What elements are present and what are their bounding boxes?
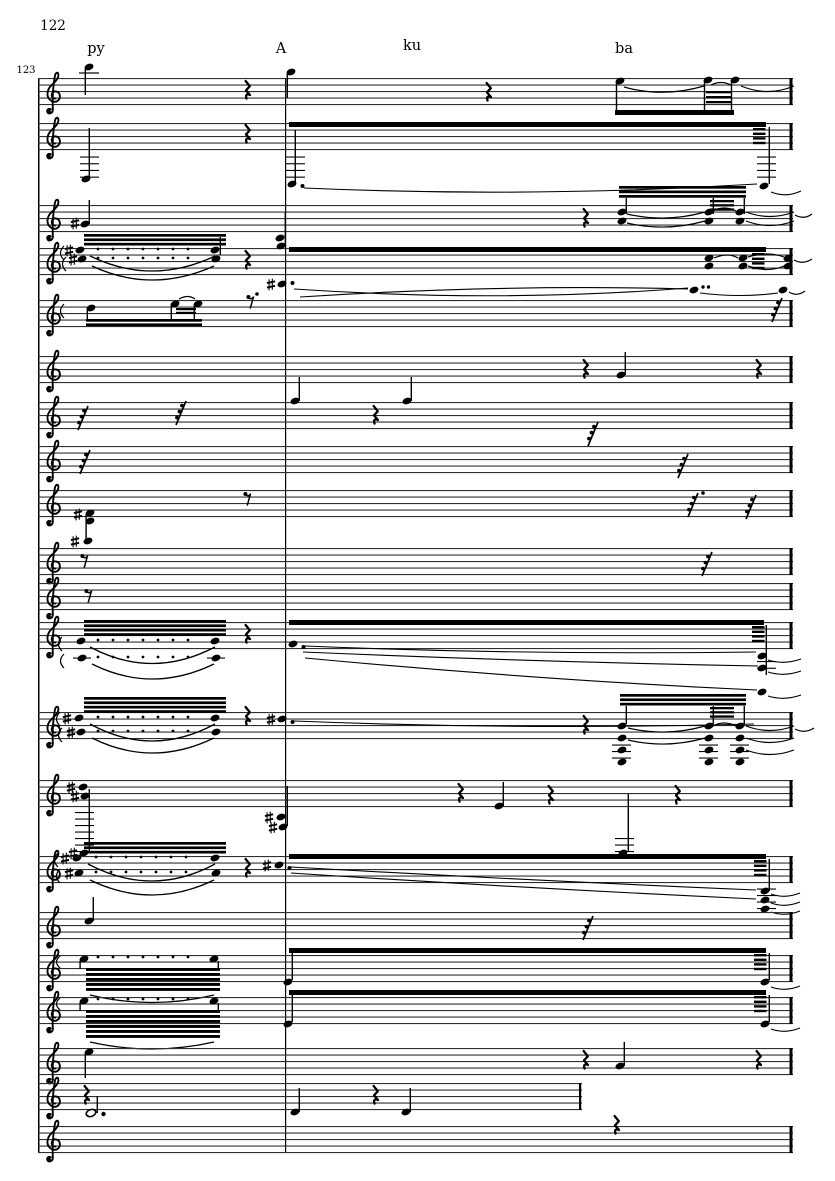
staff-20 <box>38 1078 582 1119</box>
staff-lines <box>38 548 793 575</box>
sharp-icon <box>265 812 273 824</box>
right-barline <box>790 248 793 275</box>
quarter-rest-icon <box>549 786 553 804</box>
ties <box>303 646 801 698</box>
tremolo-slash-icon <box>771 298 782 322</box>
eighth-rest-icon <box>84 589 91 603</box>
tremolo-hooks-icon <box>752 626 765 642</box>
sharp-icon <box>71 218 79 230</box>
augmentation-dot <box>255 292 259 296</box>
tie-slur <box>771 986 800 989</box>
staff-lines <box>38 583 793 610</box>
sustain-beam <box>289 122 766 127</box>
right-barline <box>790 356 793 383</box>
tremolo-figure <box>61 234 227 280</box>
notehead <box>617 745 628 754</box>
sustain-beam <box>289 620 764 625</box>
notes-and-stems <box>79 62 740 115</box>
notehead <box>288 639 299 648</box>
augmentation-dot <box>301 184 305 188</box>
unmeasured-tremolo-dots <box>97 639 190 642</box>
low-ledger-note <box>615 794 634 858</box>
notehead <box>210 713 221 722</box>
notehead <box>735 757 746 766</box>
stem <box>93 897 94 921</box>
tie-slur <box>771 1028 800 1031</box>
right-barline <box>790 78 793 105</box>
notehead <box>77 653 88 662</box>
notehead <box>210 853 221 862</box>
right-barline <box>790 446 793 473</box>
tremolo-slash-icon <box>587 422 598 446</box>
ties <box>624 83 794 93</box>
notehead <box>78 782 89 791</box>
staff-15 <box>38 842 800 914</box>
sharp-icon <box>267 279 275 291</box>
quarter-rest-icon <box>374 1086 378 1104</box>
measure-number-123: 123 <box>16 65 36 76</box>
notehead <box>83 536 94 545</box>
right-barline <box>790 856 793 883</box>
staff-lines <box>38 856 793 883</box>
staff-lines <box>38 490 793 517</box>
staff-7 <box>38 377 793 446</box>
staff-3 <box>38 186 812 241</box>
measure-number-122: 122 <box>40 18 66 34</box>
notes-and-stems <box>263 859 776 914</box>
notehead <box>735 216 746 225</box>
left-barline <box>38 78 40 1152</box>
staff-2 <box>38 118 801 195</box>
staff-lines-short <box>38 1083 582 1110</box>
notehead <box>704 261 715 270</box>
tremolo-hooks-icon <box>754 860 767 876</box>
right-barline <box>790 912 793 939</box>
staff-11 <box>38 578 793 619</box>
notehead <box>704 216 715 225</box>
staff-16 <box>38 897 793 948</box>
right-barline <box>579 1083 581 1110</box>
quarter-rest-icon <box>246 625 250 643</box>
quarter-rest-icon <box>85 1086 89 1104</box>
sustain-beam <box>289 948 766 953</box>
notehead <box>76 636 87 645</box>
page-texts <box>16 18 633 76</box>
stem <box>411 377 412 401</box>
staff-8 <box>38 441 793 482</box>
notehead <box>759 181 770 190</box>
staff-lines <box>38 356 793 383</box>
tremolo-slash-icon <box>77 406 88 430</box>
notehead <box>210 636 221 645</box>
staff-lines <box>38 1048 793 1075</box>
notehead <box>760 895 771 904</box>
quarter-rest-icon <box>246 859 250 877</box>
staff-lines <box>38 780 793 807</box>
eighth-rest-icon <box>80 554 87 568</box>
quarter-rest-icon <box>615 1116 619 1134</box>
staff-5 <box>38 285 805 335</box>
notehead <box>704 757 715 766</box>
notehead <box>778 285 789 294</box>
notehead <box>735 745 746 754</box>
notehead <box>689 285 700 294</box>
notehead <box>74 713 85 722</box>
staff-13 <box>38 694 814 767</box>
right-barline <box>790 300 793 327</box>
staff-18 <box>38 990 800 1049</box>
lyric-syllable-ku: ku <box>402 38 422 54</box>
right-barline <box>790 205 793 232</box>
quarter-rest-icon <box>246 81 250 99</box>
quarter-rest-icon <box>676 786 680 804</box>
staff-lines <box>38 300 793 327</box>
sharp-icon <box>269 822 277 834</box>
stem <box>625 352 626 375</box>
stem <box>299 377 300 401</box>
right-barline <box>790 712 793 739</box>
staff-21 <box>38 1116 793 1162</box>
right-barline <box>790 780 793 807</box>
notehead <box>75 245 86 254</box>
right-barline <box>790 1126 793 1153</box>
sustain-beam <box>289 854 766 859</box>
notehead <box>77 254 88 263</box>
right-barline <box>790 490 793 517</box>
stem <box>624 1042 625 1066</box>
notehead <box>211 254 222 263</box>
tremolo-figure <box>55 842 227 895</box>
staff-19 <box>38 1042 793 1084</box>
beam <box>615 110 734 115</box>
notehead <box>274 860 285 869</box>
lyric-syllable-a: A <box>275 41 287 57</box>
notehead <box>704 745 715 754</box>
quarter-rest-icon <box>246 125 250 143</box>
sharp-chord <box>71 508 96 547</box>
tremolo-slash-icon <box>79 450 90 474</box>
notehead <box>617 216 628 225</box>
notes-and-stems <box>267 694 749 767</box>
sharp-icon <box>71 536 79 548</box>
tremolo-slash-icon <box>745 495 756 519</box>
ties <box>627 208 812 227</box>
right-figure <box>300 285 805 322</box>
notehead <box>617 733 628 742</box>
stem <box>503 782 504 806</box>
notehead <box>738 261 749 270</box>
notehead <box>617 757 628 766</box>
notehead <box>211 653 222 662</box>
staff-lines <box>38 1126 793 1153</box>
lyric-syllable-py: py <box>87 41 105 57</box>
notehead <box>757 687 768 696</box>
right-barline <box>790 402 793 429</box>
unmeasured-tremolo-dots <box>97 257 190 260</box>
quarter-rest-icon <box>246 707 250 725</box>
notes-and-stems <box>71 186 746 229</box>
lyric-syllable-ba: ba <box>615 41 633 57</box>
sustain-beam <box>289 247 766 252</box>
staff-12 <box>38 617 801 699</box>
right-barline <box>790 548 793 575</box>
staff-lines <box>38 912 793 939</box>
right-barline <box>790 1048 793 1075</box>
staff-lines <box>38 402 793 429</box>
stem <box>299 1088 300 1112</box>
augmentation-dot <box>701 491 705 495</box>
staff-1 <box>38 62 794 115</box>
right-barline <box>790 622 793 649</box>
staff-lines <box>38 123 793 150</box>
stem <box>410 1088 411 1112</box>
unmeasured-tremolo-dots <box>97 716 190 719</box>
notehead <box>704 733 715 742</box>
notehead <box>211 727 222 736</box>
right-barline <box>790 997 793 1024</box>
right-barline <box>790 123 793 150</box>
sustain-beam <box>289 990 766 995</box>
notehead <box>735 733 746 742</box>
quarter-rest-icon <box>757 1051 761 1069</box>
right-barline <box>790 955 793 982</box>
tremolo-slash-icon <box>175 401 186 425</box>
stem <box>85 1054 86 1078</box>
notehead <box>276 812 287 821</box>
quarter-rest-icon <box>584 1051 588 1069</box>
staff-6 <box>38 351 793 392</box>
staff-lines <box>38 205 793 232</box>
notehead <box>76 727 87 736</box>
staff-10 <box>38 543 793 584</box>
staff-9 <box>38 485 793 548</box>
notehead <box>275 233 286 242</box>
right-barline <box>790 583 793 610</box>
quarter-rest-icon <box>246 251 250 269</box>
ties <box>291 867 800 914</box>
notehead <box>210 245 221 254</box>
